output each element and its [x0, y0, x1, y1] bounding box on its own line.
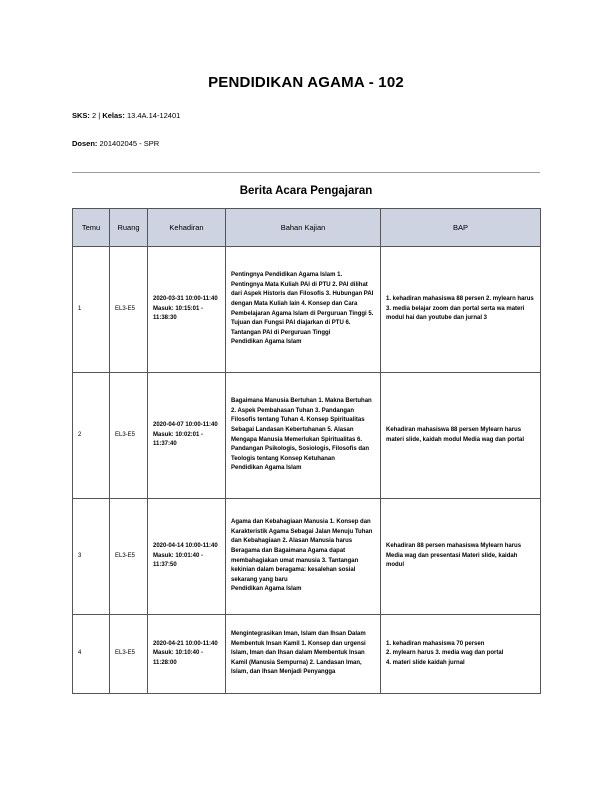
divider — [72, 172, 540, 173]
schedule-time: 2020-04-21 10:00-11:40 — [153, 640, 218, 647]
cell-ruang: EL3-E5 — [110, 247, 148, 373]
lecturer-meta — [72, 139, 159, 148]
header-bap: BAP — [381, 209, 541, 247]
check-in-time: Masuk: 10:15:01 - 11:38:30 — [153, 305, 204, 322]
cell-bap — [381, 499, 541, 615]
cell-temu: 2 — [73, 373, 110, 499]
table-row — [73, 615, 541, 694]
cell-ruang: EL3-E5 — [110, 615, 148, 694]
sks-value: 2 — [92, 111, 97, 120]
topic-text: Bagaimana Manusia Bertuhan 1. Makna Bertuhan 2. Aspek Pembahasan Tuhan 3. Pandangan Filosofis tentang Tuhan 4. Konsep Spiritualitas Sebagai Landasan Kebertuhanan 5. Alasan Mengapa Manusia Memerlukan Spiritualitas 6. Pandangan Psikologis, Sosiologis, Filosofis dan Teologis tentang Konsep Ketuhanan — [231, 398, 372, 462]
cell-kehadiran — [148, 615, 226, 694]
topic-course: Pendidikan Agama Islam — [231, 465, 302, 472]
table-row — [73, 499, 541, 615]
section-title: Berita Acara Pengajaran — [239, 185, 373, 197]
header-temu: Temu — [73, 209, 110, 247]
cell-kehadiran — [148, 373, 226, 499]
kelas-value: 13.4A.14-12401 — [126, 111, 181, 120]
topic-text: Pentingnya Pendidikan Agama Islam 1. Pentingnya Mata Kuliah PAI di PTU 2. PAI dilihat dari Aspek Historis dan Filosofis 3. Hubungan PAI dengan Mata Kuliah lain 4. Konsep dan Cara Pembelajaran Agama Islam di Perguruan Tinggi 5. Tujuan dan Fungsi PAI diajarkan di PTU 6. Tantangan PAI di Perguruan Tinggi — [231, 272, 374, 336]
check-in-time: Masuk: 10:10:40 - 11:28:00 — [153, 650, 204, 666]
cell-ruang: EL3-E5 — [110, 499, 148, 615]
check-in-time: Masuk: 10:01:40 - 11:37:50 — [153, 552, 204, 569]
bap-text: Kehadiran 88 persen mahasiswa Mylearn harus Media wag dan presentasi Materi slide, kaidah modul — [386, 543, 522, 569]
cell-kehadiran — [148, 499, 226, 615]
kelas-label: Kelas: — [102, 111, 125, 120]
cell-temu: 1 — [73, 247, 110, 373]
bap-text: 4. materi slide kaidah jurnal — [386, 659, 465, 666]
topic-course: Pendidikan Agama Islam — [231, 586, 302, 593]
schedule-time: 2020-04-14 10:00-11:40 — [153, 543, 218, 550]
cell-bahan-kajian — [226, 247, 381, 373]
page-title: PENDIDIKAN AGAMA - 102 — [208, 74, 404, 91]
dosen-label: Dosen: — [72, 139, 98, 148]
cell-bap — [381, 615, 541, 694]
dosen-value: 201402045 - SPR — [99, 139, 160, 148]
cell-bahan-kajian — [226, 373, 381, 499]
cell-bahan-kajian — [226, 615, 381, 694]
sks-label: SKS: — [72, 111, 90, 120]
bap-text: Kehadiran mahasiswa 88 persen Mylearn harus materi slide, kaidah modul Media wag dan portal — [386, 426, 525, 443]
table-header-row — [73, 209, 541, 247]
check-in-time: Masuk: 10:02:01 - 11:37:40 — [153, 431, 204, 448]
schedule-time: 2020-04-07 10:00-11:40 — [153, 422, 218, 429]
header-kehadiran: Kehadiran — [148, 209, 226, 247]
bap-table — [72, 208, 541, 694]
meta-separator: | — [98, 111, 101, 120]
table-row — [73, 373, 541, 499]
cell-bap — [381, 373, 541, 499]
cell-temu: 3 — [73, 499, 110, 615]
topic-text: Mengintegrasikan Iman, Islam dan Ihsan Dalam Membentuk Insan Kamil 1. Konsep dan urgensi Islam, Iman dan Ihsan dalam Membentuk Insan Kamil (Manusia Sempurna) 2. Landasan Iman, Islam, dan Ihsan Menjadi Penyangga — [231, 631, 366, 676]
bap-text: 1. kehadiran mahasiswa 88 persen 2. mylearn harus 3. media belajar zoom dan portal serta wa materi modul hai dan youtube dan jurnal 3 — [386, 296, 534, 322]
cell-ruang: EL3-E5 — [110, 373, 148, 499]
cell-bap — [381, 247, 541, 373]
topic-text: Agama dan Kebahagiaan Manusia 1. Konsep dan Karakteristik Agama Sebagai Jalan Menuju Tuhan dan Kebahagiaan 2. Alasan Manusia harus Beragama dan Bagaimana Agama dapat membahagiakan umat manusia 3. Tantangan kekinian dalam beragama: kesalehan sosial sekarang yang baru — [231, 519, 373, 583]
table-row — [73, 247, 541, 373]
cell-temu: 4 — [73, 615, 110, 694]
header-bahan-kajian: Bahan Kajian — [226, 209, 381, 247]
bap-text: 2. mylearn harus 3. media wag dan portal — [386, 650, 504, 657]
course-meta — [72, 111, 180, 120]
header-ruang: Ruang — [110, 209, 148, 247]
schedule-time: 2020-03-31 10:00-11:40 — [153, 296, 218, 303]
bap-text: 1. kehadiran mahasiswa 70 persen — [386, 640, 485, 647]
topic-course: Pendidikan Agama Islam — [231, 339, 302, 346]
cell-bahan-kajian — [226, 499, 381, 615]
cell-kehadiran — [148, 247, 226, 373]
